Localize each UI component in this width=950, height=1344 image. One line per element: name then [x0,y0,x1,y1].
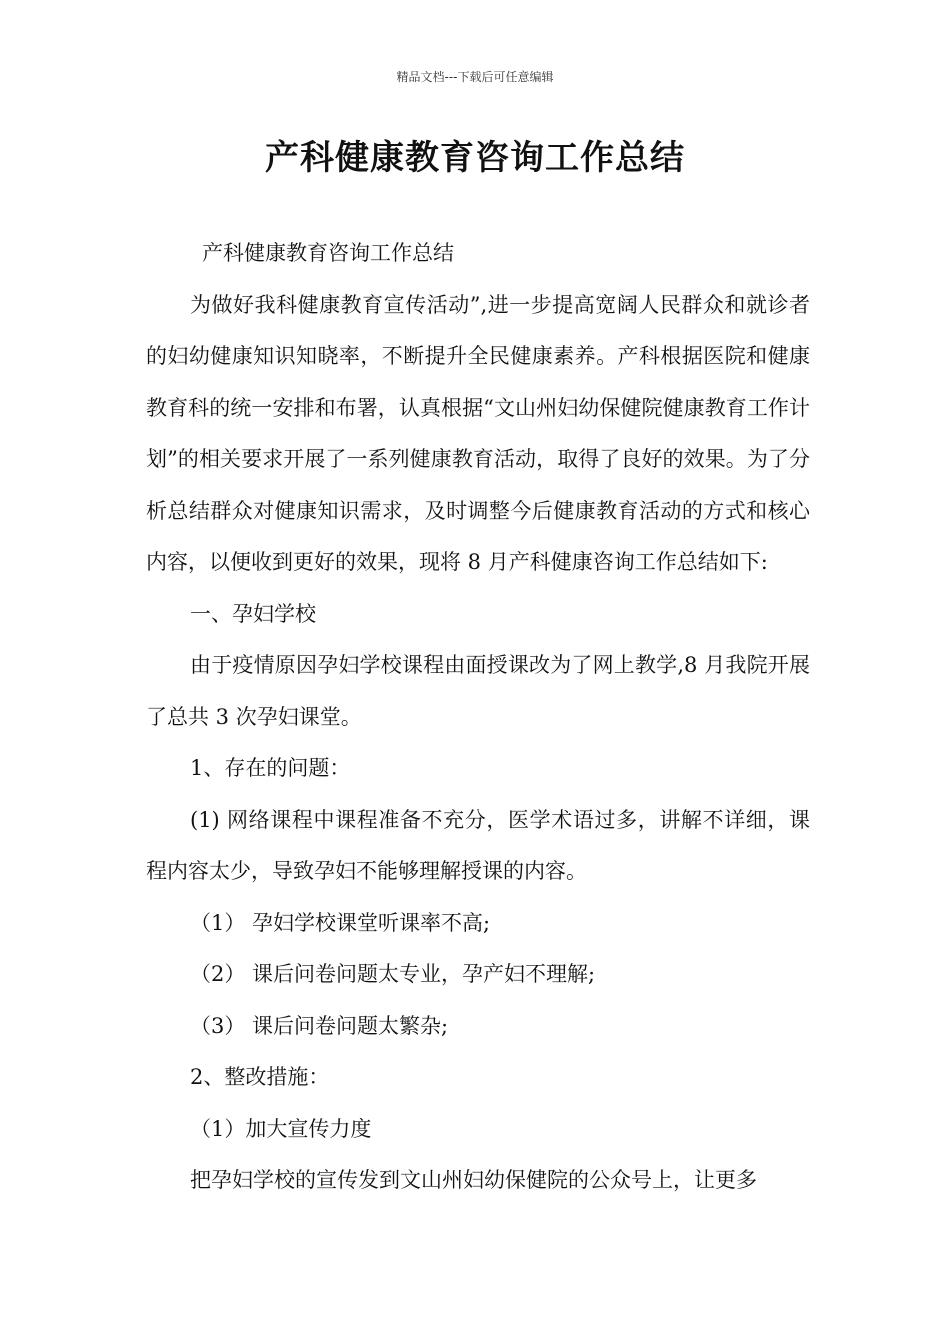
problem-item: （2） 课后问卷问题太专业，孕产妇不理解; [190,962,596,986]
measures-heading: 2、整改措施： [190,1065,330,1089]
section-heading: 一、孕妇学校 [190,601,316,626]
measure-paragraph: 把孕妇学校的宣传发到文山州妇幼保健院的公众号上，让更多 [190,1168,757,1192]
section-paragraph: 由于疫情原因孕妇学校课程由面授课改为了网上教学,8 月我院开展了总共 3 次孕妇课堂。 [146,653,810,729]
header-note: 精品文档---下载后可任意编辑 [396,70,554,84]
document-title: 产科健康教育咨询工作总结 [265,138,685,178]
intro-paragraph: 为做好我科健康教育宣传活动”,进一步提高宽阔人民群众和就诊者的妇幼健康知识知晓率，不断提升全民健康素养。产科根据医院和健康教育科的统一安排和布署，认真根据“文山州妇幼保健院健康教育工作计划”的相关要求开展了一系列健康教育活动，取得了良好的效果。为了分析总结群众对健康知识需求，及时调整今后健康教育活动的方式和核心内容，以便收到更好的效果，现将 8 月产科健康咨询工作总结如下: [146,292,810,574]
subtitle-paragraph: 产科健康教育咨询工作总结 [202,241,454,265]
problems-heading: 1、存在的问题： [190,756,351,780]
problem-item: （1） 孕妇学校课堂听课率不高; [190,910,491,935]
document-body [146,228,810,1207]
problem-item: (1) 网络课程中课程准备不充分，医学术语过多，讲解不详细，课程内容太少，导致孕妇不能够理解授课的内容。 [146,807,810,883]
measure-item: （1）加大宣传力度 [190,1116,372,1141]
problem-item: （3） 课后问卷问题太繁杂; [190,1013,449,1038]
